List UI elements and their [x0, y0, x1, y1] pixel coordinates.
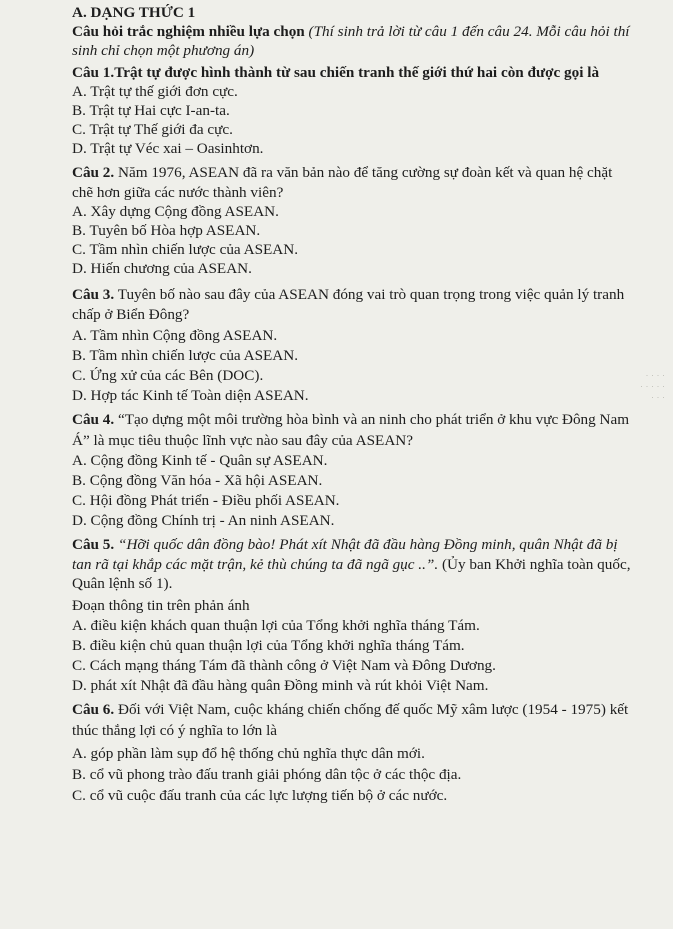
question-4-label: Câu 4.: [72, 411, 115, 428]
question-6-label: Câu 6.: [72, 701, 115, 718]
q2-option-c: C. Tầm nhìn chiến lược của ASEAN.: [72, 241, 299, 258]
question-6-stem: [72, 701, 628, 719]
q6-option-c: C. cổ vũ cuộc đấu tranh của các lực lượng tiến bộ ở các nước.: [72, 787, 448, 804]
question-1-stem: Câu 1.Trật tự được hình thành từ sau chiến tranh thế giới thứ hai còn được gọi là: [72, 64, 600, 81]
question-6-stem-cont: thúc thắng lợi có ý nghĩa to lớn là: [72, 722, 278, 739]
question-3-text: Tuyên bố nào sau đây của ASEAN đóng vai trò quan trọng trong việc quản lý tranh: [114, 286, 625, 303]
q6-option-b: B. cổ vũ phong trào đấu tranh giải phóng dân tộc ở các thộc địa.: [72, 766, 462, 783]
instructions-rest: (Thí sinh trả lời từ câu 1 đến câu 24. Mỗi câu hỏi thí: [304, 23, 630, 40]
question-5-quote-cont: [72, 556, 631, 574]
q2-option-a: A. Xây dựng Cộng đồng ASEAN.: [72, 203, 279, 220]
question-5-prompt: Đoạn thông tin trên phản ánh: [72, 597, 250, 614]
q6-option-a: A. góp phần làm sụp đổ hệ thống chủ nghĩa thực dân mới.: [72, 745, 425, 762]
question-5-source-cont: Quân lệnh số 1).: [72, 575, 173, 592]
instructions-line-2: sinh chỉ chọn một phương án): [72, 42, 255, 59]
q4-option-a: A. Cộng đồng Kinh tế - Quân sự ASEAN.: [72, 452, 328, 469]
q1-option-a: A. Trật tự thế giới đơn cực.: [72, 83, 238, 100]
question-2-stem: [72, 164, 612, 182]
question-5-quote: “Hỡi quốc dân đồng bào! Phát xít Nhật đã đầu hàng Đồng minh, quân Nhật đã bị: [114, 536, 618, 553]
question-2-label: Câu 2.: [72, 164, 115, 181]
q4-option-d: D. Cộng đồng Chính trị - An ninh ASEAN.: [72, 512, 335, 529]
question-3-stem-cont: chấp ở Biển Đông?: [72, 306, 190, 323]
section-header: A. DẠNG THỨC 1: [72, 4, 196, 21]
question-4-stem: [72, 411, 629, 429]
question-4-stem-cont: Á” là mục tiêu thuộc lĩnh vực nào sau đây của ASEAN?: [72, 432, 413, 449]
q4-option-b: B. Cộng đồng Văn hóa - Xã hội ASEAN.: [72, 472, 323, 489]
question-3-label: Câu 3.: [72, 286, 115, 303]
q5-option-c: C. Cách mạng tháng Tám đã thành công ở Việt Nam và Đông Dương.: [72, 657, 496, 674]
question-2-text: Năm 1976, ASEAN đã ra văn bản nào để tăng cường sự đoàn kết và quan hệ chặt: [114, 164, 613, 181]
q4-option-c: C. Hội đồng Phát triển - Điều phối ASEAN.: [72, 492, 340, 509]
question-6-text: Đối với Việt Nam, cuộc kháng chiến chống đế quốc Mỹ xâm lược (1954 - 1975) kết: [114, 701, 629, 718]
q1-option-b: B. Trật tự Hai cực I-an-ta.: [72, 102, 230, 119]
question-3-stem: [72, 286, 624, 304]
question-5-source: (Ủy ban Khởi nghĩa toàn quốc,: [438, 556, 631, 573]
question-5-stem: [72, 536, 618, 554]
question-5-quote-end: tan rã tại khắp các mặt trận, kẻ thù chúng ta đã ngã gục ..”.: [72, 556, 439, 573]
instructions-lead: Câu hỏi trắc nghiệm nhiều lựa chọn: [72, 23, 305, 40]
q2-option-d: D. Hiến chương của ASEAN.: [72, 260, 252, 277]
q1-option-c: C. Trật tự Thế giới đa cực.: [72, 121, 233, 138]
question-5-label: Câu 5.: [72, 536, 115, 553]
q5-option-b: B. điều kiện chủ quan thuận lợi của Tổng khởi nghĩa tháng Tám.: [72, 637, 465, 654]
q3-option-b: B. Tầm nhìn chiến lược của ASEAN.: [72, 347, 299, 364]
instructions-line-1: [72, 23, 630, 41]
q3-option-d: D. Hợp tác Kinh tế Toàn diện ASEAN.: [72, 387, 309, 404]
q2-option-b: B. Tuyên bố Hòa hợp ASEAN.: [72, 222, 261, 239]
q5-option-a: A. điều kiện khách quan thuận lợi của Tổng khởi nghĩa tháng Tám.: [72, 617, 480, 634]
q3-option-a: A. Tầm nhìn Cộng đồng ASEAN.: [72, 327, 278, 344]
q3-option-c: C. Ứng xử của các Bên (DOC).: [72, 367, 264, 384]
bleed-through-marks: · · · · · · · · · · · ·: [640, 370, 665, 402]
q5-option-d: D. phát xít Nhật đã đầu hàng quân Đồng minh và rút khỏi Việt Nam.: [72, 677, 489, 694]
q1-option-d: D. Trật tự Véc xai – Oasinhtơn.: [72, 140, 264, 157]
question-2-stem-cont: chẽ hơn giữa các nước thành viên?: [72, 184, 284, 201]
question-4-text: “Tạo dựng một môi trường hòa bình và an ninh cho phát triển ở khu vực Đông Nam: [114, 411, 630, 428]
